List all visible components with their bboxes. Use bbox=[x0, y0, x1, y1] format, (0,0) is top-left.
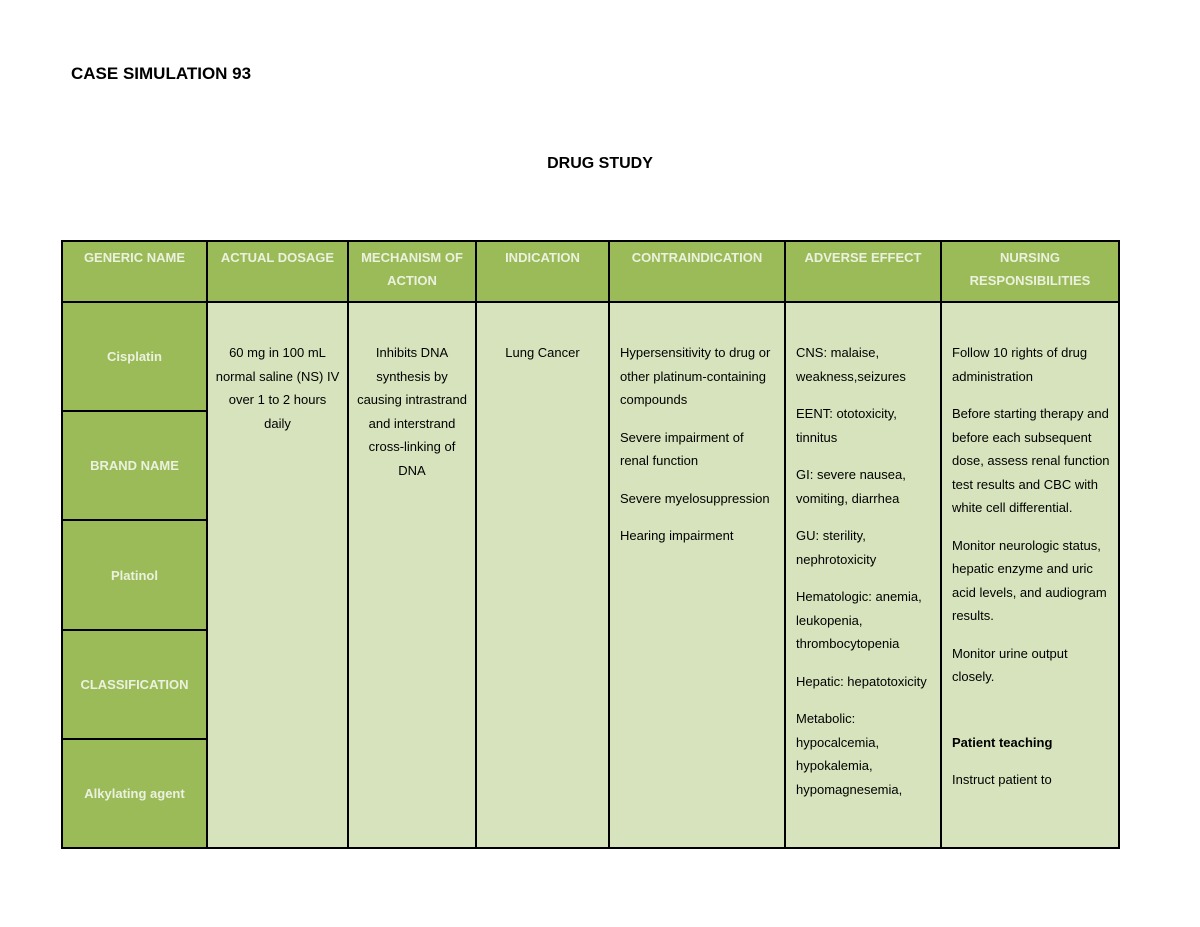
actual-dosage-text: 60 mg in 100 mL normal saline (NS) IV over 1 to 2 hours daily bbox=[215, 345, 340, 431]
generic-name-value: Cisplatin bbox=[63, 303, 206, 412]
header-adverse-effect: ADVERSE EFFECT bbox=[786, 242, 942, 301]
nursing-item: Monitor neurologic status, hepatic enzyme and uric acid levels, and audiogram results. bbox=[952, 537, 1107, 623]
header-generic-name: GENERIC NAME bbox=[63, 242, 208, 301]
classification-label: CLASSIFICATION bbox=[63, 631, 206, 740]
nursing-item: Follow 10 rights of drug administration bbox=[952, 345, 1088, 384]
spacer bbox=[952, 703, 1110, 731]
nursing-item: Monitor urine output closely. bbox=[952, 645, 1068, 684]
adverse-effect-item: Metabolic: hypocalcemia, hypokalemia, hypomagnesemia, bbox=[796, 711, 903, 797]
brand-name-value: Platinol bbox=[63, 521, 206, 630]
adverse-effect-item: EENT: ototoxicity, tinnitus bbox=[796, 406, 897, 445]
adverse-effect-item: CNS: malaise, weakness,seizures bbox=[796, 345, 906, 384]
brand-name-label: BRAND NAME bbox=[63, 412, 206, 521]
header-indication: INDICATION bbox=[477, 242, 610, 301]
indication-cell bbox=[477, 303, 610, 847]
header-actual-dosage: ACTUAL DOSAGE bbox=[208, 242, 349, 301]
contraindication-cell bbox=[610, 303, 786, 847]
mechanism-text: Inhibits DNA synthesis by causing intrastrand and interstrand cross-linking of DNA bbox=[357, 345, 467, 478]
adverse-effect-item: Hepatic: hepatotoxicity bbox=[796, 673, 927, 689]
indication-text: Lung Cancer bbox=[505, 345, 580, 360]
classification-value: Alkylating agent bbox=[84, 785, 185, 801]
contraindication-item: Hypersensitivity to drug or other platinum-containing compounds bbox=[620, 345, 771, 407]
case-title: CASE SIMULATION 93 bbox=[71, 64, 252, 83]
actual-dosage-cell bbox=[208, 303, 349, 847]
contraindication-item: Severe myelosuppression bbox=[620, 490, 770, 506]
contraindication-item: Severe impairment of renal function bbox=[620, 429, 744, 468]
adverse-effect-cell bbox=[786, 303, 942, 847]
header-nursing: NURSING RESPONSIBILITIES bbox=[942, 242, 1118, 301]
patient-teaching-title: Patient teaching bbox=[952, 734, 1053, 750]
patient-teaching-text: Instruct patient to bbox=[952, 772, 1052, 787]
table-body-row bbox=[63, 303, 1118, 847]
drug-identity-column bbox=[63, 303, 208, 847]
nursing-item: Before starting therapy and before each subsequent dose, assess renal function test results and CBC with white cell differential. bbox=[952, 406, 1110, 515]
adverse-effect-item: GI: severe nausea, vomiting, diarrhea bbox=[796, 467, 906, 506]
document-title: DRUG STUDY bbox=[547, 155, 653, 172]
table-header-row bbox=[63, 242, 1118, 303]
contraindication-item: Hearing impairment bbox=[620, 528, 734, 543]
adverse-effect-item: GU: sterility, nephrotoxicity bbox=[796, 528, 877, 567]
drug-study-table bbox=[61, 240, 1120, 849]
nursing-cell bbox=[942, 303, 1118, 847]
header-contraindication: CONTRAINDICATION bbox=[610, 242, 786, 301]
adverse-effect-item: Hematologic: anemia, leukopenia, thrombocytopenia bbox=[796, 589, 922, 651]
header-mechanism: MECHANISM OF ACTION bbox=[349, 242, 477, 301]
mechanism-cell bbox=[349, 303, 477, 847]
